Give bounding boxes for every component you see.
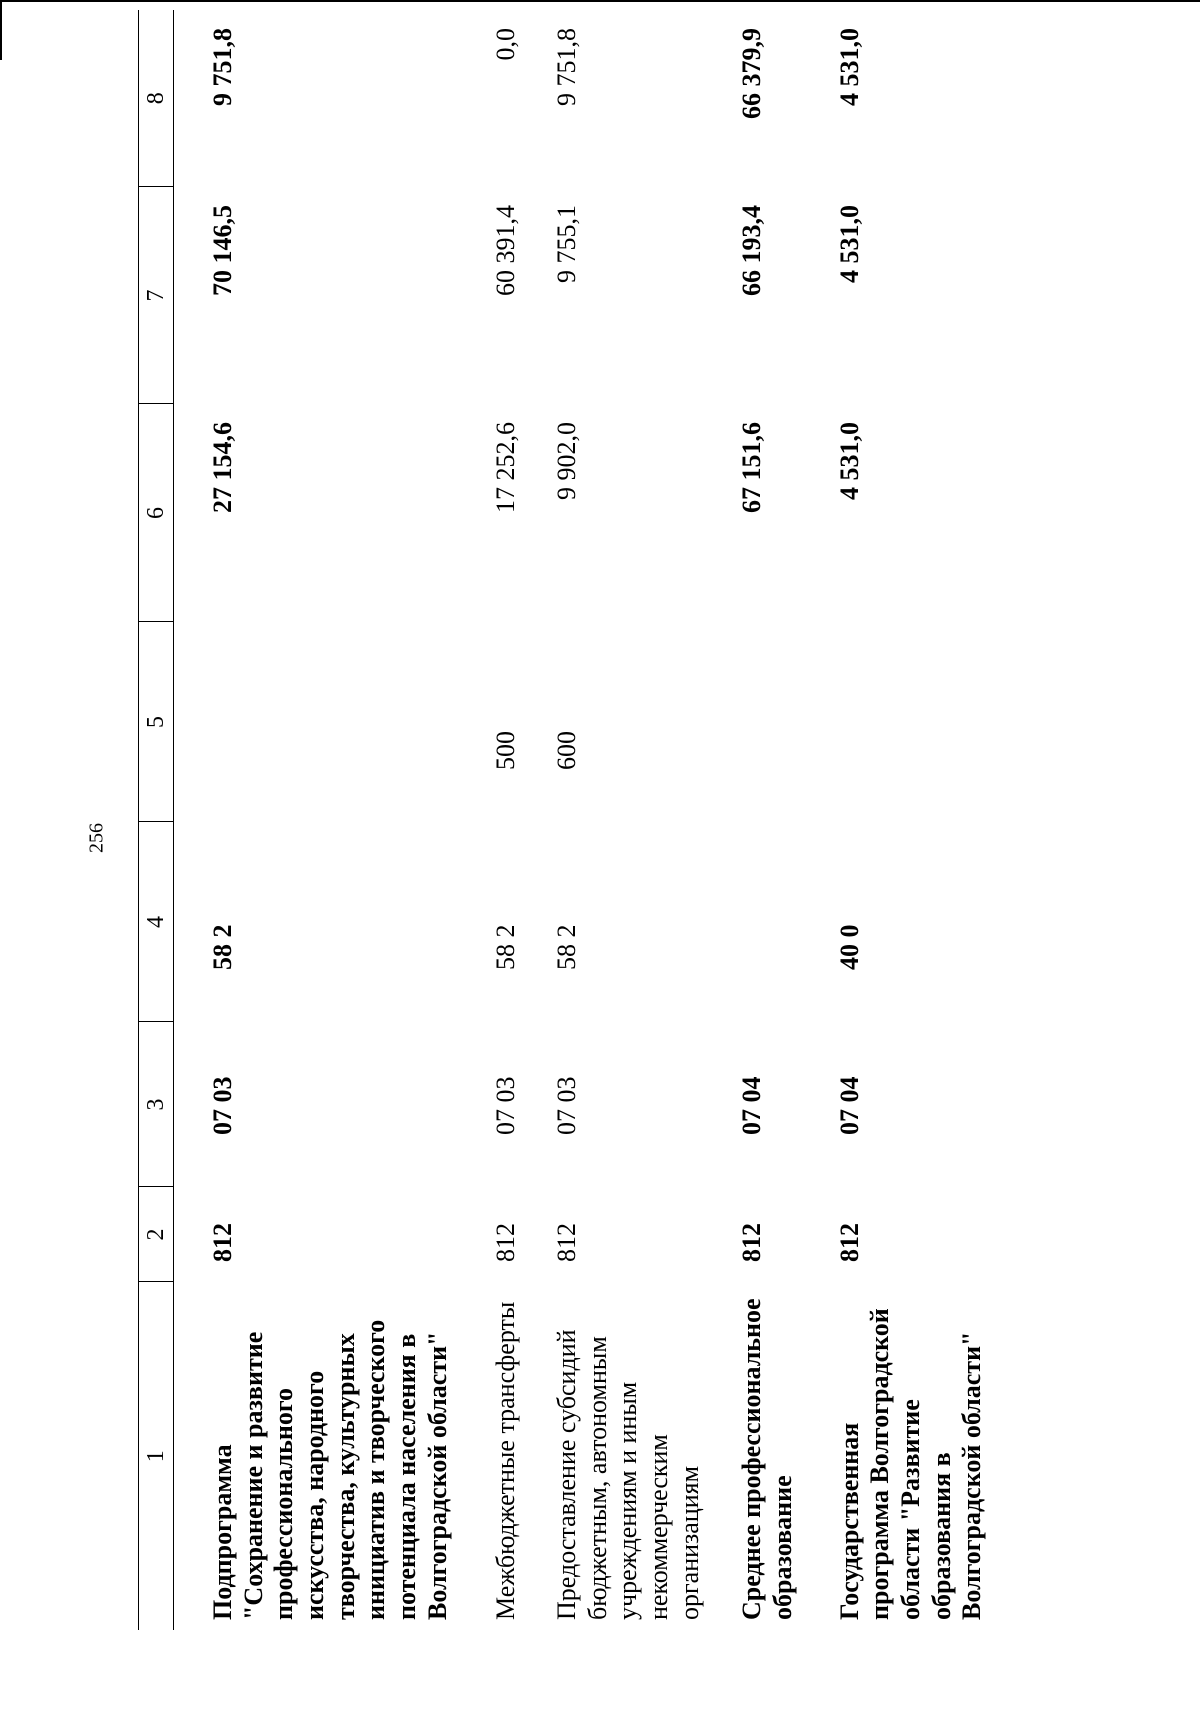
row-col-6: 9 902,0 [552, 422, 582, 500]
row-col-2: 812 [491, 1223, 521, 1262]
row-col-3: 07 04 [834, 1076, 864, 1135]
row-name: Межбюджетные трансферты [491, 1301, 521, 1620]
row-col-3: 07 04 [737, 1076, 767, 1135]
rotated-table-container [138, 10, 987, 1630]
header-col-3: 3 [139, 1022, 174, 1187]
row-col-6: 4 531,0 [834, 422, 864, 500]
table-row [737, 10, 834, 1630]
row-col-4: 58 2 [208, 924, 237, 970]
header-spacer-row [174, 10, 209, 1630]
row-col-8: 0,0 [491, 28, 521, 61]
header-col-2: 2 [139, 1187, 174, 1282]
scan-edge-left [0, 0, 2, 60]
row-col-8: 9 751,8 [552, 28, 582, 106]
row-col-8: 66 379,9 [737, 28, 767, 119]
row-col-2: 812 [834, 1223, 864, 1262]
row-col-3: 07 03 [208, 1076, 237, 1135]
row-name: Подпрограмма "Сохранение и развитие профессионального искусства, народного творчества, культурных инициатив и творческого потенциала населения в Волгоградской области" [208, 1319, 452, 1620]
row-col-4 [737, 822, 834, 1022]
row-col-5 [737, 622, 834, 822]
row-col-8: 9 751,8 [208, 28, 237, 106]
row-col-6: 27 154,6 [208, 422, 237, 513]
row-col-2: 812 [552, 1223, 582, 1262]
row-col-8: 4 531,0 [834, 28, 864, 106]
header-col-6: 6 [139, 404, 174, 622]
table-header [139, 10, 174, 1630]
row-name: Предоставление субсидий бюджетным, автономным учреждениям и иным некоммерческим организациям [552, 1329, 704, 1620]
header-row [139, 10, 174, 1630]
row-col-4: 58 2 [552, 924, 582, 970]
row-col-4: 40 0 [834, 924, 864, 970]
scan-edge-top [0, 0, 1200, 2]
table-row [552, 10, 737, 1630]
row-col-7: 9 755,1 [552, 205, 582, 283]
row-col-7: 70 146,5 [208, 205, 237, 296]
header-col-8: 8 [139, 10, 174, 187]
row-col-7: 4 531,0 [834, 205, 864, 283]
row-col-3: 07 03 [552, 1076, 582, 1135]
table-row [208, 10, 491, 1630]
table-row [491, 10, 552, 1630]
header-col-7: 7 [139, 187, 174, 404]
header-col-5: 5 [139, 622, 174, 822]
row-col-7: 66 193,4 [737, 205, 767, 296]
header-col-4: 4 [139, 822, 174, 1022]
row-col-5 [835, 622, 1018, 822]
row-col-5: 600 [552, 731, 582, 770]
row-col-2: 812 [208, 1223, 237, 1262]
row-col-5 [208, 622, 491, 822]
row-col-4: 58 2 [491, 924, 521, 970]
row-name: Государственная программа Волгоградской области "Развитие образования в Волгоградской области" [834, 1308, 987, 1620]
row-col-6: 67 151,6 [737, 422, 767, 513]
row-col-6: 17 252,6 [491, 422, 521, 513]
table-row [835, 10, 1018, 1630]
page-number-text: 256 [85, 823, 108, 853]
row-col-2: 812 [737, 1223, 767, 1262]
row-col-5: 500 [491, 731, 521, 770]
row-name: Среднее профессиональное образование [737, 1298, 798, 1620]
row-col-7: 60 391,4 [491, 205, 521, 296]
row-col-3: 07 03 [491, 1076, 521, 1135]
table-body [174, 10, 1019, 1630]
header-col-1: 1 [139, 1282, 174, 1630]
budget-table [138, 10, 1018, 1630]
